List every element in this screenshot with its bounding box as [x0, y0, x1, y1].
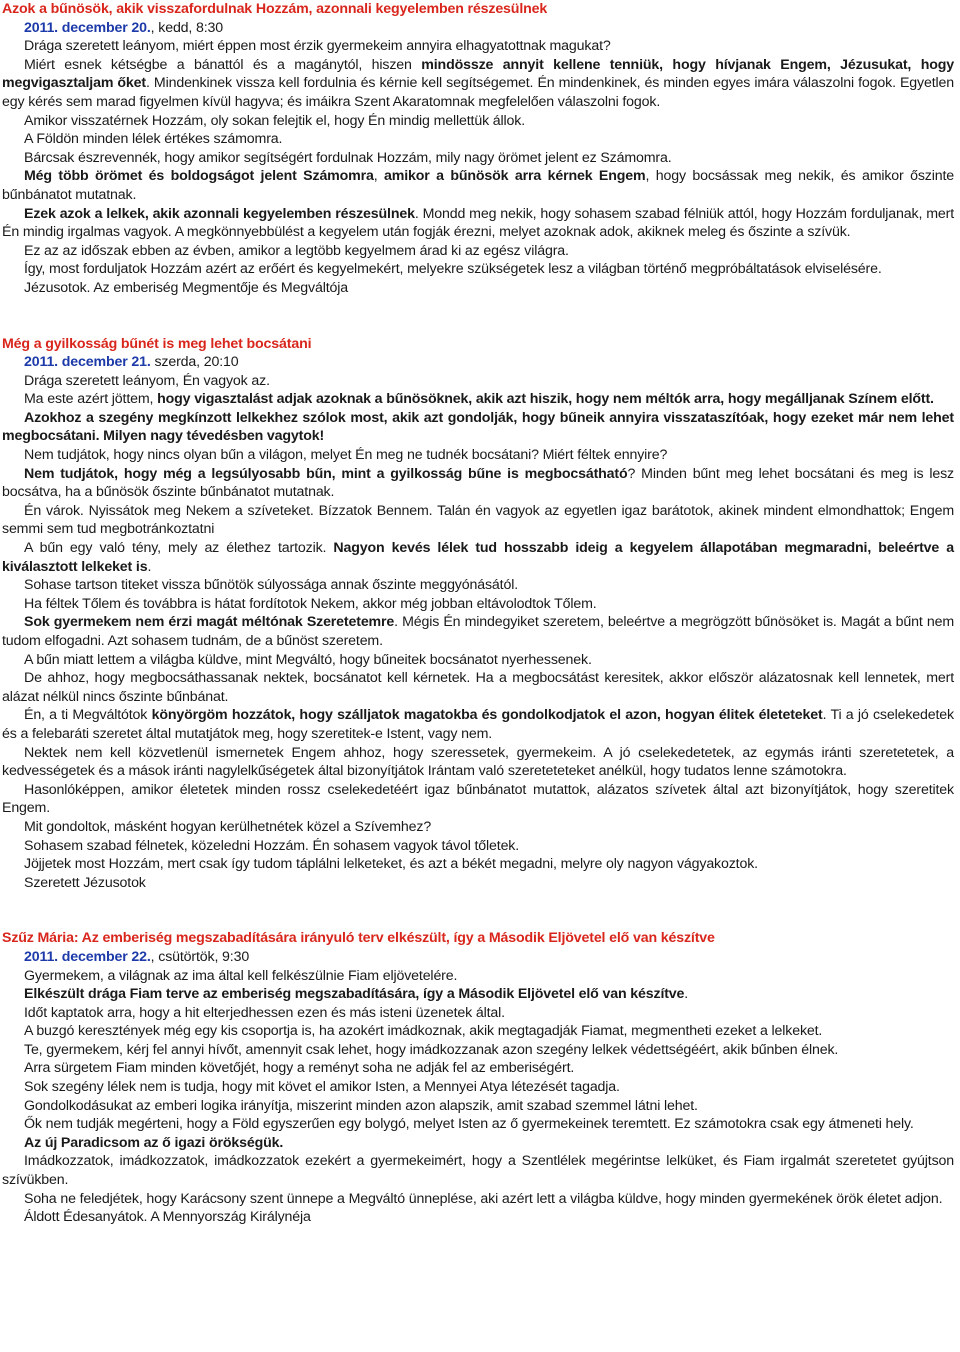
paragraph: De ahhoz, hogy megbocsáthassanak nektek, bocsánatot kell kérnetek. Ha a megbocsátást keresitek, akkor először alázatosnak kell lennetek, mert alázat nélkül nincs őszinte bűnbánat. [2, 670, 954, 705]
text-run: . [684, 986, 689, 1003]
bold-run: Még több örömet és boldogságot jelent Számomra [24, 168, 374, 185]
date-bold: 2011. december 22. [24, 948, 151, 965]
bold-run: Elkészült drága Fiam terve az emberiség megszabadítására, így a Második Eljövetel elő van készítve [24, 986, 685, 1003]
paragraph: A buzgó keresztények még egy kis csoportja is, ha azokért imádkoznak, akik megtagadják Fiamat, megmentheti ezeket a lelkeket. [24, 1023, 823, 1040]
bold-run: Sok gyermekem nem érzi magát méltónak Szeretetemre [24, 614, 395, 631]
signature: Szeretett Jézusotok [24, 874, 146, 891]
text-run: Miért esnek kétségbe a bánattól és a magánytól, hiszen [24, 56, 422, 73]
text-run: Ma este azért jöttem, [24, 391, 158, 408]
paragraph: Így, most forduljatok Hozzám azért az erőért és kegyelmekért, melyekre szükségetek lesz a világban történő megpróbáltatások elviselésére. [24, 261, 882, 278]
text-run: A bűn egy való tény, mely az élethez tartozik. [24, 540, 334, 557]
date-rest: , kedd, 8:30 [150, 19, 224, 36]
section-date [2, 19, 954, 38]
section-gap [2, 892, 954, 929]
section-title: Szűz Mária: Az emberiség megszabadítására irányuló terv elkészült, így a Második Eljövetel elő van készítve [2, 930, 715, 947]
date-rest: szerda, 20:10 [150, 354, 239, 371]
bold-run: Ezek azok a lelkek, akik azonnali kegyelemben részesülnek [24, 205, 415, 222]
paragraph: Bárcsak észrevennék, hogy amikor segítségért fordulnak Hozzám, mily nagy örömet jelent ez Számomra. [24, 149, 672, 166]
text-run: . Mondd meg nekik, hogy sohasem szabad félniük attól, hogy Hozzám forduljanak, mert Én mindig irgalmas vagyok. A megkönnyebbülést a kegyelem után fogják érezni, melyet azoknak adok, akiknek meleg és őszinte a szívük. [2, 205, 954, 241]
paragraph: Gyermekem, a világnak az ima által kell felkészülnie Fiam eljövetelére. [24, 967, 458, 984]
paragraph: Imádkozzatok, imádkozzatok, imádkozzatok ezekért a gyermekeimért, hogy a Szentlélek megérintse lelküket, és Fiam irgalmát szeretetet gyújtson szívükben. [2, 1153, 954, 1189]
bold-run: könyörgöm hozzátok, hogy szálljatok magatokba és gondolkodjatok el azon, hogyan élitek életeteket [151, 707, 823, 724]
bold-run: Azokhoz a szegény megkínzott lelkekhez szólok most, akik azt gondolják, hogy bűneik annyira visszataszítóak, hogy ezeket már nem lehet megbocsátani. Milyen nagy tévedésben vagytok! [2, 409, 954, 445]
text-run: , hogy bocsássak meg nekik, és amikor őszinte bűnbánatot mutatnak. [2, 168, 955, 203]
text-run: Én, a ti Megváltótok [24, 707, 152, 724]
paragraph: Drága szeretett leányom, miért éppen most érzik gyermekeim annyira elhagyatottnak magukat? [24, 38, 611, 55]
text-run: . Mégis Én mindegyiket szeretem, beleértve a megrögzött bűnösöket is. Magát a bűnt nem tudom elfogadni. Azt sohasem tudnám, de a bűnöst szeretem. [2, 614, 954, 649]
paragraph [2, 985, 954, 1004]
paragraph [2, 390, 954, 409]
paragraph [2, 56, 954, 112]
paragraph: Te, gyermekem, kérj fel annyi hívőt, amennyit csak lehet, hogy imádkozzanak azon szegény lelkek védettségéért, akik bűnben élnek. [24, 1041, 839, 1058]
paragraph [2, 706, 954, 743]
bold-run: Nem tudjátok, hogy még a legsúlyosabb bűn, mint a gyilkosság bűne is megbocsátható [24, 465, 628, 482]
paragraph [2, 167, 954, 204]
signature: Jézusotok. Az emberiség Megmentője és Megváltója [24, 279, 349, 296]
paragraph: Mit gondoltok, másként hogyan kerülhetnétek közel a Szívemhez? [24, 818, 432, 835]
paragraph: Sok szegény lélek nem is tudja, hogy mit követ el amikor Isten, a Mennyei Atya létezését tagadja. [24, 1079, 620, 1096]
text-run: . Mindenkinek vissza kell fordulnia és kérnie kell segítségemet. Én mindenkinek, és minden egyes imára válaszolni fogok. Egyetlen egy kérés sem marad figyelmen kívül hagyva; és imáikra Szent Akaratomnak megfelelően válaszolni fogok. [2, 75, 954, 110]
section-title: Azok a bűnösök, akik visszafordulnak Hozzám, azonnali kegyelemben részesülnek [2, 1, 548, 17]
date-bold: 2011. december 20. [24, 19, 151, 36]
section-date [2, 948, 954, 967]
paragraph: Arra sürgetem Fiam minden követőjét, hogy a reményt soha ne adják fel az emberiségért. [24, 1060, 575, 1077]
paragraph [2, 1134, 954, 1153]
paragraph: Ez az az időszak ebben az évben, amikor a legtöbb kegyelmem árad ki az egész világra. [24, 242, 569, 259]
paragraph: Ők nem tudják megérteni, hogy a Föld egyszerűen egy bolygó, melyet Isten az ő gyermekeinek teremtett. Ez számotokra csak egy átmeneti hely. [24, 1116, 914, 1133]
paragraph [2, 465, 954, 502]
text-run: . Ti a jó cselekedetek és a felebaráti szeretet által mutatjátok meg, hogy szeretitek-e Istent, vagy nem. [2, 707, 954, 742]
paragraph: Jöjjetek most Hozzám, mert csak így tudom táplálni lelketeket, és azt a békét megadni, melyre oly nagyon vágyakoztok. [24, 856, 758, 873]
paragraph: Amikor visszatérnek Hozzám, oly sokan felejtik el, hogy Én mindig mellettük állok. [24, 112, 526, 129]
bold-run: Nagyon kevés lélek tud hosszabb ideig a kegyelem állapotában megmaradni, beleértve a kiválasztott lelkeket is [2, 540, 954, 575]
text-run: ? Minden bűnt meg lehet bocsátani és meg is lesz bocsátva, ha a bűnösök őszinte bűnbánatot mutatnak. [2, 465, 954, 501]
paragraph [2, 205, 954, 242]
section-date [2, 353, 954, 372]
paragraph: Én várok. Nyissátok meg Nekem a szíveteket. Bízzatok Bennem. Talán én vagyok az egyetlen igaz barátotok, akinek mindent elmondhattok; Engem semmi sem tud megbotránkoztatni [2, 502, 954, 538]
paragraph: Soha ne feledjétek, hogy Karácsony szent ünnepe a Megváltó ünneplése, aki azért lett a világba küldve, hogy minden gyermekének örök életet adjon. [24, 1190, 943, 1207]
paragraph: Gondolkodásukat az emberi logika irányítja, miszerint minden azon alapszik, amit szabad szemmel látni lehet. [24, 1097, 698, 1114]
paragraph: Drága szeretett leányom, Én vagyok az. [24, 372, 270, 389]
paragraph: A Földön minden lélek értékes számomra. [24, 131, 283, 148]
paragraph [2, 613, 954, 650]
paragraph [2, 539, 954, 576]
date-bold: 2011. december 21. [24, 354, 151, 371]
text-run: , [373, 168, 385, 185]
paragraph: Időt kaptatok arra, hogy a hit elterjedhessen ezen és más isteni üzenetek által. [24, 1004, 505, 1021]
paragraph: A bűn miatt lettem a világba küldve, mint Megváltó, hogy bűneitek bocsánatot nyerhessenek. [24, 651, 592, 668]
bold-run: Az új Paradicsom az ő igazi örökségük. [24, 1134, 284, 1151]
paragraph: Nem tudjátok, hogy nincs olyan bűn a világon, melyet Én meg ne tudnék bocsátani? Miért féltek ennyire? [24, 447, 668, 464]
paragraph: Nektek nem kell közvetlenül ismernetek Engem ahhoz, hogy szeressetek, gyermekeim. A jó cselekedetetek, az egymás iránti szeretetetek, a kedvességetek és a mások iránti nagylelkűségetek által bizonyítjátok Irántam való szereteteteket anélkül, hogy tudatos lenne számotokra. [2, 744, 954, 780]
bold-run: hogy vigasztalást adjak azoknak a bűnösöknek, akik azt hiszik, hogy nem méltók arra, hogy megálljanak Színem előtt. [157, 391, 934, 408]
section-gap [2, 298, 954, 335]
paragraph: Sohase tartson titeket vissza bűnötök súlyossága annak őszinte meggyónásától. [24, 577, 518, 594]
bold-run: mindössze annyit kellene tenniük, hogy hívjanak Engem, Jézusukat, hogy megvigasztaljam őket [2, 56, 954, 92]
text-run: . [147, 558, 152, 575]
signature: Áldott Édesanyátok. A Mennyország Királynéja [24, 1209, 311, 1226]
date-rest: , csütörtök, 9:30 [150, 948, 250, 965]
paragraph [2, 409, 954, 446]
paragraph: Ha féltek Tőlem és továbbra is hátat fordítotok Nekem, akkor még jobban eltávolodtok Tőlem. [24, 595, 597, 612]
section-title: Még a gyilkosság bűnét is meg lehet bocsátani [2, 335, 312, 352]
document-body [2, 0, 954, 1227]
paragraph: Sohasem szabad félnetek, közeledni Hozzám. Én sohasem vagyok távol tőletek. [24, 837, 520, 854]
paragraph: Hasonlóképpen, amikor életetek minden rossz cselekedetéért igaz bűnbánatot mutattok, alázatos szívetek által azt bizonyítjátok, hogy szeretitek Engem. [2, 781, 954, 817]
bold-run: amikor a bűnösök arra kérnek Engem [384, 168, 646, 185]
